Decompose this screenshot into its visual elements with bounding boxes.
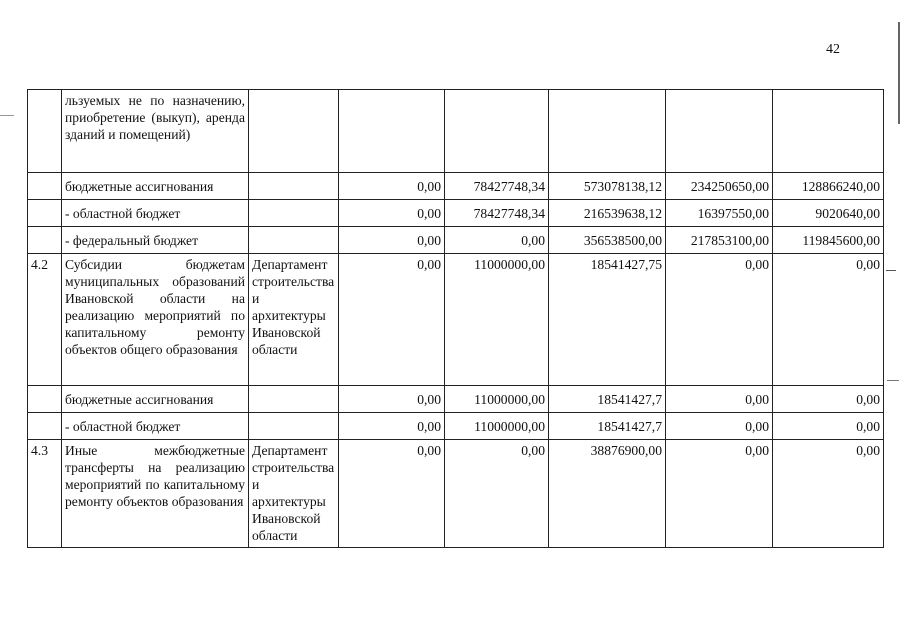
cell-value-1: 0,00 bbox=[339, 200, 445, 227]
row-department: Департамент строительства и архитектуры Ивановской области bbox=[249, 440, 339, 548]
cell-value-4: 234250650,00 bbox=[666, 173, 773, 200]
cell-value-1: 0,00 bbox=[339, 227, 445, 254]
cell-value-5: 0,00 bbox=[773, 413, 884, 440]
row-number bbox=[28, 413, 62, 440]
row-number bbox=[28, 386, 62, 413]
cell-value-4: 0,00 bbox=[666, 254, 773, 386]
cell-value-1: 0,00 bbox=[339, 254, 445, 386]
row-number bbox=[28, 227, 62, 254]
cell-value-1 bbox=[339, 90, 445, 173]
scan-speck bbox=[886, 270, 896, 271]
row-name: льзуемых не по назначению, приобретение (выкуп), аренда зданий и помещений) bbox=[62, 90, 249, 173]
cell-value-2: 0,00 bbox=[445, 227, 549, 254]
cell-value-5: 9020640,00 bbox=[773, 200, 884, 227]
row-department bbox=[249, 173, 339, 200]
cell-value-3: 18541427,75 bbox=[549, 254, 666, 386]
cell-value-2: 78427748,34 bbox=[445, 200, 549, 227]
cell-value-4: 217853100,00 bbox=[666, 227, 773, 254]
cell-value-4: 0,00 bbox=[666, 386, 773, 413]
row-department bbox=[249, 200, 339, 227]
row-department bbox=[249, 386, 339, 413]
row-name: бюджетные ассигнования bbox=[62, 173, 249, 200]
cell-value-5: 0,00 bbox=[773, 440, 884, 548]
cell-value-5: 128866240,00 bbox=[773, 173, 884, 200]
row-department bbox=[249, 90, 339, 173]
row-name: Иные межбюджетные трансферты на реализацию мероприятий по капитальному ремонту объектов образования bbox=[62, 440, 249, 548]
row-name: бюджетные ассигнования bbox=[62, 386, 249, 413]
row-department bbox=[249, 227, 339, 254]
cell-value-3: 573078138,12 bbox=[549, 173, 666, 200]
row-department: Департамент строительства и архитектуры Ивановской области bbox=[249, 254, 339, 386]
cell-value-4: 0,00 bbox=[666, 440, 773, 548]
page-number: 42 bbox=[826, 42, 840, 57]
cell-value-4 bbox=[666, 90, 773, 173]
cell-value-3: 356538500,00 bbox=[549, 227, 666, 254]
row-number: 4.2 bbox=[28, 254, 62, 386]
table-row bbox=[28, 227, 884, 254]
table-row bbox=[28, 200, 884, 227]
cell-value-3: 18541427,7 bbox=[549, 413, 666, 440]
cell-value-4: 16397550,00 bbox=[666, 200, 773, 227]
cell-value-3: 38876900,00 bbox=[549, 440, 666, 548]
cell-value-5 bbox=[773, 90, 884, 173]
table-row bbox=[28, 254, 884, 386]
budget-table bbox=[27, 89, 884, 548]
cell-value-2: 11000000,00 bbox=[445, 413, 549, 440]
cell-value-3: 18541427,7 bbox=[549, 386, 666, 413]
row-number bbox=[28, 200, 62, 227]
cell-value-5: 0,00 bbox=[773, 386, 884, 413]
table-row bbox=[28, 386, 884, 413]
scan-speck bbox=[0, 115, 14, 116]
scan-speck bbox=[887, 380, 899, 381]
cell-value-2: 0,00 bbox=[445, 440, 549, 548]
cell-value-4: 0,00 bbox=[666, 413, 773, 440]
table-row bbox=[28, 413, 884, 440]
row-department bbox=[249, 413, 339, 440]
cell-value-5: 0,00 bbox=[773, 254, 884, 386]
row-number: 4.3 bbox=[28, 440, 62, 548]
cell-value-3: 216539638,12 bbox=[549, 200, 666, 227]
cell-value-1: 0,00 bbox=[339, 413, 445, 440]
cell-value-2: 11000000,00 bbox=[445, 386, 549, 413]
table-row bbox=[28, 90, 884, 173]
table-row bbox=[28, 440, 884, 548]
row-name: Субсидии бюджетам муниципальных образований Ивановской области на реализацию мероприятий по капитальному ремонту объектов общего образования bbox=[62, 254, 249, 386]
cell-value-2 bbox=[445, 90, 549, 173]
scan-edge-line bbox=[898, 22, 900, 124]
row-number bbox=[28, 90, 62, 173]
cell-value-3 bbox=[549, 90, 666, 173]
table-row bbox=[28, 173, 884, 200]
cell-value-1: 0,00 bbox=[339, 386, 445, 413]
row-name: - областной бюджет bbox=[62, 413, 249, 440]
cell-value-1: 0,00 bbox=[339, 440, 445, 548]
cell-value-5: 119845600,00 bbox=[773, 227, 884, 254]
row-name: - областной бюджет bbox=[62, 200, 249, 227]
row-number bbox=[28, 173, 62, 200]
cell-value-2: 11000000,00 bbox=[445, 254, 549, 386]
row-name: - федеральный бюджет bbox=[62, 227, 249, 254]
cell-value-1: 0,00 bbox=[339, 173, 445, 200]
cell-value-2: 78427748,34 bbox=[445, 173, 549, 200]
